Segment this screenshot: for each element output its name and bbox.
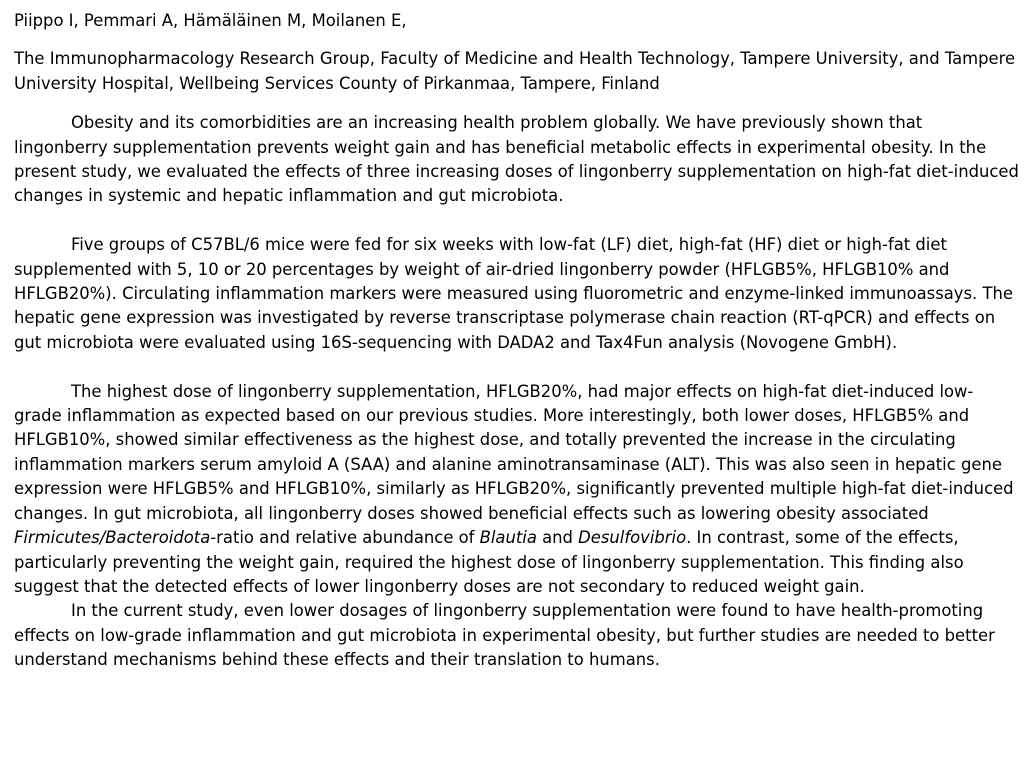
affiliation-paragraph: The Immunopharmacology Research Group, Faculty of Medicine and Health Technology, Tampere University, and Tampere University Hospital, Wellbeing Services County of Pirkanmaa, Tampere, Finland [14, 49, 1016, 93]
results-text-4: . In contrast, some of the effects, particularly preventing the weight gain, required the highest dose of lingonberry supplementation. This finding also suggest that the detected effects of lower lingonberry doses are not secondary to reduced weight gain. [14, 528, 964, 596]
results-italic-desulfovibrio: Desulfovibrio [578, 528, 687, 548]
results-italic-taxa-ratio: Firmicutes/Bacteroidota [14, 528, 211, 548]
background-paragraph: Obesity and its comorbidities are an increasing health problem globally. We have previously shown that lingonberry supplementation prevents weight gain and has beneficial metabolic effects in experimental obesity. In the present study, we evaluated the effects of three increasing doses of lingonberry supplementation on high-fat diet-induced changes in systemic and hepatic inflammation and gut microbiota. [14, 113, 1019, 206]
conclusion-paragraph: In the current study, even lower dosages of lingonberry supplementation were found to have health-promoting effects on low-grade inflammation and gut microbiota in experimental obesity, but further studies are needed to better understand mechanisms behind these effects and their translation to humans. [14, 601, 995, 670]
results-text-3: and [536, 528, 579, 548]
results-italic-blautia: Blautia [479, 528, 537, 548]
methods-paragraph: Five groups of C57BL/6 mice were fed for six weeks with low-fat (LF) diet, high-fat (HF) diet or high-fat diet supplemented with 5, 10 or 20 percentages by weight of air-dried lingonberry powder (HFLGB5%, HFLGB10% and HFLGB20%). Circulating inflammation markers were measured using fluorometric and enzyme-linked immunoassays. The hepatic gene expression was investigated by reverse transcriptase polymerase chain reaction (RT-qPCR) and effects on gut microbiota were evaluated using 16S-sequencing with DADA2 and Tax4Fun analysis (Novogene GmbH). [14, 235, 1013, 352]
results-text-1: The highest dose of lingonberry supplementation, HFLGB20%, had major effects on high-fat diet-induced low-grade inflammation as expected based on our previous studies. More interestingly, both lower doses, HFLGB5% and HFLGB10%, showed similar effectiveness as the highest dose, and totally prevented the increase in the circulating inflammation markers serum amyloid A (SAA) and alanine aminotransaminase (ALT). This was also seen in hepatic gene expression were HFLGB5% and HFLGB10%, similarly as HFLGB20%, significantly prevented multiple high-fat diet-induced changes. In gut microbiota, all lingonberry doses showed beneficial effects such as lowering obesity associated [14, 381, 1014, 523]
results-text-2: -ratio and relative abundance of [210, 528, 480, 548]
document-page [14, 9, 1019, 673]
authors-line: Piippo I, Pemmari A, Hämäläinen M, Moilanen E, [14, 11, 407, 30]
results-paragraph [14, 380, 1019, 600]
